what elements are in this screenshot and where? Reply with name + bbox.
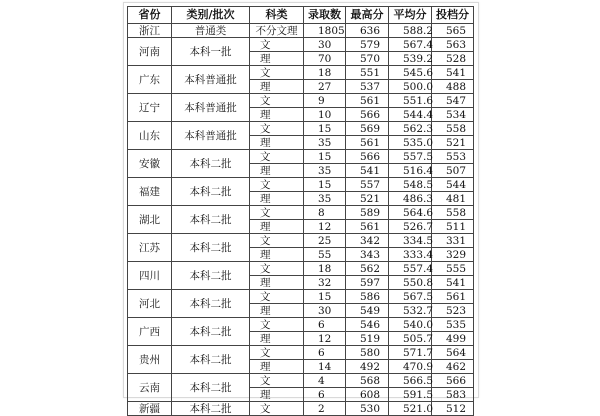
subject-cell: 理 xyxy=(250,192,304,206)
admitted-count-cell: 6 xyxy=(304,318,346,332)
max-score-cell: 492 xyxy=(346,360,389,374)
admitted-count-cell: 18 xyxy=(304,262,346,276)
subject-cell: 理 xyxy=(250,52,304,66)
admitted-count-cell: 27 xyxy=(304,80,346,94)
max-score-cell: 541 xyxy=(346,164,389,178)
table-row xyxy=(128,234,474,248)
cutoff-score-cell: 561 xyxy=(432,290,474,304)
admitted-count-cell: 14 xyxy=(304,360,346,374)
avg-score-cell: 566.5 xyxy=(389,374,432,388)
batch-cell: 本科一批 xyxy=(172,38,250,66)
admission-scores-table xyxy=(127,6,474,416)
batch-cell: 本科二批 xyxy=(172,374,250,402)
avg-score-cell: 564.6 xyxy=(389,206,432,220)
table-row xyxy=(128,94,474,108)
avg-score-cell: 588.2 xyxy=(389,24,432,38)
max-score-cell: 597 xyxy=(346,276,389,290)
avg-score-cell: 539.2 xyxy=(389,52,432,66)
admitted-count-cell: 30 xyxy=(304,38,346,52)
max-score-cell: 608 xyxy=(346,388,389,402)
batch-cell: 本科二批 xyxy=(172,262,250,290)
max-score-cell: 519 xyxy=(346,332,389,346)
subject-cell: 文 xyxy=(250,262,304,276)
max-score-cell: 580 xyxy=(346,346,389,360)
batch-cell: 本科二批 xyxy=(172,206,250,234)
admitted-count-cell: 30 xyxy=(304,304,346,318)
batch-cell: 本科二批 xyxy=(172,346,250,374)
table-row xyxy=(128,346,474,360)
header-cell: 科类 xyxy=(250,7,304,24)
avg-score-cell: 521.0 xyxy=(389,402,432,416)
admitted-count-cell: 8 xyxy=(304,206,346,220)
batch-cell: 本科普通批 xyxy=(172,94,250,122)
subject-cell: 理 xyxy=(250,220,304,234)
avg-score-cell: 548.5 xyxy=(389,178,432,192)
avg-score-cell: 550.8 xyxy=(389,276,432,290)
avg-score-cell: 551.6 xyxy=(389,94,432,108)
cutoff-score-cell: 547 xyxy=(432,94,474,108)
subject-cell: 理 xyxy=(250,248,304,262)
header-cell: 类别/批次 xyxy=(172,7,250,24)
table-row xyxy=(128,24,474,38)
max-score-cell: 568 xyxy=(346,374,389,388)
avg-score-cell: 470.9 xyxy=(389,360,432,374)
batch-cell: 普通类 xyxy=(172,24,250,38)
admitted-count-cell: 10 xyxy=(304,108,346,122)
admitted-count-cell: 2 xyxy=(304,402,346,416)
admitted-count-cell: 18 xyxy=(304,66,346,80)
cutoff-score-cell: 544 xyxy=(432,178,474,192)
subject-cell: 理 xyxy=(250,332,304,346)
province-cell: 四川 xyxy=(128,262,172,290)
province-cell: 广东 xyxy=(128,66,172,94)
cutoff-score-cell: 566 xyxy=(432,374,474,388)
batch-cell: 本科二批 xyxy=(172,290,250,318)
header-cell: 平均分 xyxy=(389,7,432,24)
table-row xyxy=(128,206,474,220)
avg-score-cell: 505.7 xyxy=(389,332,432,346)
subject-cell: 文 xyxy=(250,178,304,192)
avg-score-cell: 591.5 xyxy=(389,388,432,402)
avg-score-cell: 544.4 xyxy=(389,108,432,122)
admitted-count-cell: 12 xyxy=(304,220,346,234)
cutoff-score-cell: 535 xyxy=(432,318,474,332)
admitted-count-cell: 4 xyxy=(304,374,346,388)
table-row xyxy=(128,122,474,136)
batch-cell: 本科二批 xyxy=(172,402,250,416)
max-score-cell: 562 xyxy=(346,262,389,276)
province-cell: 云南 xyxy=(128,374,172,402)
batch-cell: 本科二批 xyxy=(172,150,250,178)
admitted-count-cell: 35 xyxy=(304,164,346,178)
avg-score-cell: 500.0 xyxy=(389,80,432,94)
admitted-count-cell: 15 xyxy=(304,150,346,164)
cutoff-score-cell: 512 xyxy=(432,402,474,416)
cutoff-score-cell: 521 xyxy=(432,136,474,150)
cutoff-score-cell: 528 xyxy=(432,52,474,66)
subject-cell: 文 xyxy=(250,402,304,416)
cutoff-score-cell: 481 xyxy=(432,192,474,206)
admitted-count-cell: 55 xyxy=(304,248,346,262)
subject-cell: 理 xyxy=(250,136,304,150)
avg-score-cell: 334.5 xyxy=(389,234,432,248)
table-row xyxy=(128,262,474,276)
batch-cell: 本科二批 xyxy=(172,178,250,206)
max-score-cell: 566 xyxy=(346,150,389,164)
table-row xyxy=(128,402,474,416)
cutoff-score-cell: 488 xyxy=(432,80,474,94)
province-cell: 河南 xyxy=(128,38,172,66)
province-cell: 江苏 xyxy=(128,234,172,262)
admitted-count-cell: 15 xyxy=(304,178,346,192)
cutoff-score-cell: 511 xyxy=(432,220,474,234)
cutoff-score-cell: 541 xyxy=(432,66,474,80)
admitted-count-cell: 15 xyxy=(304,290,346,304)
max-score-cell: 549 xyxy=(346,304,389,318)
subject-cell: 理 xyxy=(250,304,304,318)
avg-score-cell: 557.4 xyxy=(389,262,432,276)
table-row xyxy=(128,290,474,304)
max-score-cell: 589 xyxy=(346,206,389,220)
table-row xyxy=(128,66,474,80)
max-score-cell: 579 xyxy=(346,38,389,52)
avg-score-cell: 526.7 xyxy=(389,220,432,234)
document-image-frame xyxy=(123,2,479,415)
admitted-count-cell: 6 xyxy=(304,388,346,402)
subject-cell: 文 xyxy=(250,346,304,360)
max-score-cell: 569 xyxy=(346,122,389,136)
cutoff-score-cell: 507 xyxy=(432,164,474,178)
subject-cell: 理 xyxy=(250,164,304,178)
province-cell: 湖北 xyxy=(128,206,172,234)
avg-score-cell: 333.4 xyxy=(389,248,432,262)
cutoff-score-cell: 558 xyxy=(432,206,474,220)
batch-cell: 本科二批 xyxy=(172,318,250,346)
cutoff-score-cell: 534 xyxy=(432,108,474,122)
header-cell: 省份 xyxy=(128,7,172,24)
admitted-count-cell: 1805 xyxy=(304,24,346,38)
max-score-cell: 561 xyxy=(346,94,389,108)
batch-cell: 本科二批 xyxy=(172,234,250,262)
max-score-cell: 636 xyxy=(346,24,389,38)
admitted-count-cell: 35 xyxy=(304,136,346,150)
province-cell: 福建 xyxy=(128,178,172,206)
subject-cell: 文 xyxy=(250,318,304,332)
cutoff-score-cell: 329 xyxy=(432,248,474,262)
max-score-cell: 530 xyxy=(346,402,389,416)
cutoff-score-cell: 563 xyxy=(432,38,474,52)
subject-cell: 文 xyxy=(250,234,304,248)
table-row xyxy=(128,374,474,388)
avg-score-cell: 567.4 xyxy=(389,38,432,52)
subject-cell: 理 xyxy=(250,276,304,290)
avg-score-cell: 516.4 xyxy=(389,164,432,178)
subject-cell: 文 xyxy=(250,374,304,388)
cutoff-score-cell: 523 xyxy=(432,304,474,318)
admitted-count-cell: 32 xyxy=(304,276,346,290)
province-cell: 广西 xyxy=(128,318,172,346)
avg-score-cell: 545.6 xyxy=(389,66,432,80)
cutoff-score-cell: 565 xyxy=(432,24,474,38)
subject-cell: 理 xyxy=(250,388,304,402)
max-score-cell: 343 xyxy=(346,248,389,262)
province-cell: 河北 xyxy=(128,290,172,318)
avg-score-cell: 571.7 xyxy=(389,346,432,360)
table-row xyxy=(128,150,474,164)
avg-score-cell: 532.7 xyxy=(389,304,432,318)
subject-cell: 文 xyxy=(250,66,304,80)
cutoff-score-cell: 564 xyxy=(432,346,474,360)
max-score-cell: 561 xyxy=(346,220,389,234)
subject-cell: 文 xyxy=(250,38,304,52)
header-row xyxy=(128,7,474,24)
admitted-count-cell: 6 xyxy=(304,346,346,360)
cutoff-score-cell: 462 xyxy=(432,360,474,374)
province-cell: 浙江 xyxy=(128,24,172,38)
subject-cell: 理 xyxy=(250,360,304,374)
header-cell: 最高分 xyxy=(346,7,389,24)
max-score-cell: 561 xyxy=(346,136,389,150)
province-cell: 新疆 xyxy=(128,402,172,416)
admitted-count-cell: 9 xyxy=(304,94,346,108)
subject-cell: 理 xyxy=(250,80,304,94)
max-score-cell: 551 xyxy=(346,66,389,80)
table-row xyxy=(128,178,474,192)
max-score-cell: 546 xyxy=(346,318,389,332)
max-score-cell: 570 xyxy=(346,52,389,66)
admitted-count-cell: 15 xyxy=(304,122,346,136)
avg-score-cell: 562.3 xyxy=(389,122,432,136)
province-cell: 安徽 xyxy=(128,150,172,178)
admitted-count-cell: 25 xyxy=(304,234,346,248)
province-cell: 山东 xyxy=(128,122,172,150)
subject-cell: 文 xyxy=(250,290,304,304)
cutoff-score-cell: 331 xyxy=(432,234,474,248)
province-cell: 辽宁 xyxy=(128,94,172,122)
province-cell: 贵州 xyxy=(128,346,172,374)
subject-cell: 文 xyxy=(250,122,304,136)
batch-cell: 本科普通批 xyxy=(172,66,250,94)
avg-score-cell: 486.3 xyxy=(389,192,432,206)
table-body xyxy=(128,24,474,416)
batch-cell: 本科普通批 xyxy=(172,122,250,150)
table-row xyxy=(128,318,474,332)
subject-cell: 文 xyxy=(250,206,304,220)
cutoff-score-cell: 558 xyxy=(432,122,474,136)
cutoff-score-cell: 555 xyxy=(432,262,474,276)
admitted-count-cell: 12 xyxy=(304,332,346,346)
header-cell: 录取数 xyxy=(304,7,346,24)
subject-cell: 文 xyxy=(250,150,304,164)
avg-score-cell: 557.5 xyxy=(389,150,432,164)
table-row xyxy=(128,38,474,52)
cutoff-score-cell: 499 xyxy=(432,332,474,346)
avg-score-cell: 535.0 xyxy=(389,136,432,150)
max-score-cell: 557 xyxy=(346,178,389,192)
max-score-cell: 566 xyxy=(346,108,389,122)
cutoff-score-cell: 553 xyxy=(432,150,474,164)
avg-score-cell: 567.5 xyxy=(389,290,432,304)
avg-score-cell: 540.0 xyxy=(389,318,432,332)
subject-cell: 不分文理 xyxy=(250,24,304,38)
cutoff-score-cell: 541 xyxy=(432,276,474,290)
subject-cell: 文 xyxy=(250,94,304,108)
max-score-cell: 586 xyxy=(346,290,389,304)
max-score-cell: 521 xyxy=(346,192,389,206)
max-score-cell: 342 xyxy=(346,234,389,248)
cutoff-score-cell: 583 xyxy=(432,388,474,402)
header-cell: 投档分 xyxy=(432,7,474,24)
max-score-cell: 537 xyxy=(346,80,389,94)
admitted-count-cell: 70 xyxy=(304,52,346,66)
subject-cell: 理 xyxy=(250,108,304,122)
admitted-count-cell: 35 xyxy=(304,192,346,206)
